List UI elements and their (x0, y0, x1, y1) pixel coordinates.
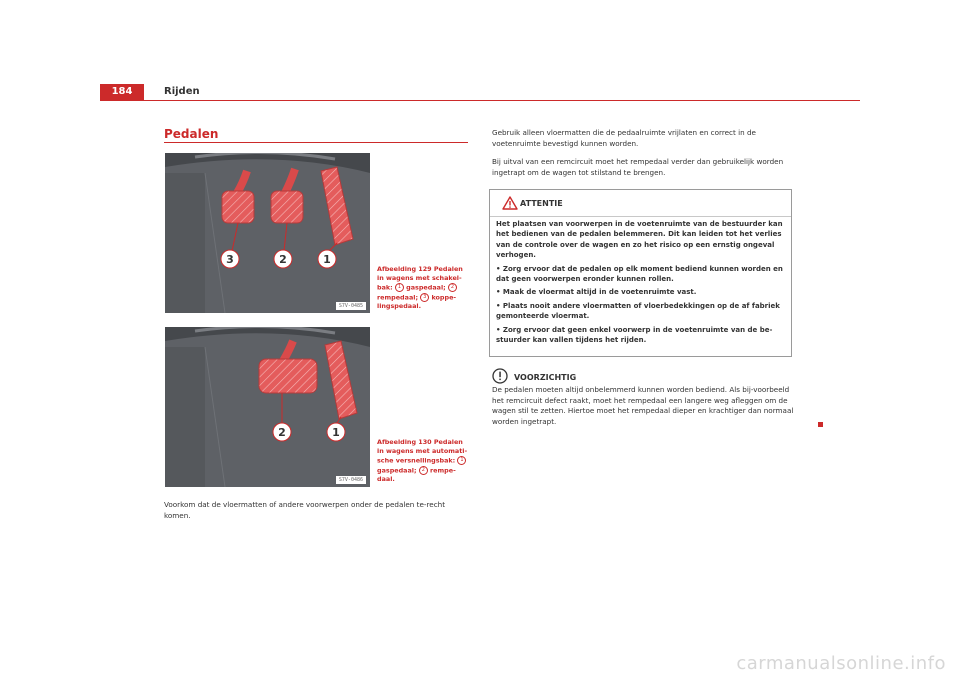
caption-label: Afbeelding 129 (377, 265, 432, 273)
warning-header (490, 190, 791, 217)
caption-item-1: gaspedaal; (406, 283, 446, 292)
callout-1: 1 (323, 253, 331, 266)
figure-manual-pedals (165, 153, 370, 313)
caption-text: Pedalen in wagens met automati-sche versnellingsbak: (377, 438, 468, 465)
caption-item-2: rempe-daal. (377, 466, 456, 483)
body-paragraph-floor-mats: Voorkom dat de vloermatten of andere voorwerpen onder de pedalen te-recht komen. (164, 500, 446, 520)
callout-1: 1 (332, 426, 340, 439)
figure-automatic-pedals (165, 327, 370, 487)
caption-label: Afbeelding 130 (377, 438, 432, 446)
figure-caption-manual (377, 265, 471, 311)
caption-ref-1: 1 (395, 283, 404, 292)
figure-code: S7V-0486 (336, 476, 366, 484)
warning-body (496, 219, 786, 348)
caption-ref-1: 1 (457, 456, 466, 465)
warning-title: ATTENTIE (520, 199, 563, 208)
section-end-marker (818, 422, 823, 427)
warning-bullet: • Maak de vloermat altijd in de voetenruimte vast. (496, 288, 697, 297)
warning-bullet: • Zorg ervoor dat geen enkel voorwerp in de voetenruimte van de be-stuurder kan vallen tijdens het rijden. (496, 325, 773, 345)
header-divider (100, 100, 860, 101)
warning-triangle-icon (502, 196, 518, 210)
section-divider (164, 142, 468, 143)
warning-box (489, 189, 792, 357)
warning-bullet: • Plaats nooit andere vloermatten of vloerbedekkingen op de af fabriek gemonteerde vloermat. (496, 301, 780, 321)
figure-caption-automatic (377, 438, 471, 484)
page-number: 184 (100, 84, 144, 100)
callout-2: 2 (278, 426, 286, 439)
watermark: carmanualsonline.info (736, 653, 946, 674)
caution-text: De pedalen moeten altijd onbelemmerd kunnen worden bediend. Als bij-voorbeeld het remcircuit defect raakt, moet het rempedaal een langere weg afleggen om de wagen stil te zetten. Hiertoe moet het rempedaal dieper en krachtiger dan normaal worden ingetrapt. (492, 385, 794, 426)
pedals-illustration-automatic (165, 327, 370, 487)
chapter-title: Rijden (164, 86, 200, 97)
pedals-illustration-manual (165, 153, 370, 313)
figure-code: S7V-0485 (336, 302, 366, 310)
caption-ref-2: 2 (419, 466, 428, 475)
caption-ref-2: 2 (448, 283, 457, 292)
caption-ref-3: 3 (420, 293, 429, 302)
callout-3: 3 (226, 253, 234, 266)
caption-item-3: koppe-lingspedaal. (377, 293, 457, 310)
caution-exclamation-icon (492, 368, 508, 384)
warning-bullet: • Zorg ervoor dat de pedalen op elk moment bediend kunnen worden en dat geen voorwerpen eronder kunnen rollen. (496, 264, 783, 284)
caution-title: VOORZICHTIG (514, 373, 577, 382)
warning-intro: Het plaatsen van voorwerpen in de voetenruimte van de bestuurder kan het bedienen van de pedalen belemmeren. Dit kan leiden tot het verlies van de controle over de wagen en zo het risico op een ernstig ongeval verhogen. (496, 220, 783, 260)
caption-item-2: rempedaal; (377, 293, 418, 301)
body-paragraph-mats-usage: Gebruik alleen vloermatten die de pedaalruimte vrijlaten en correct in de voetenruimte bevestigd kunnen worden. (492, 128, 756, 148)
section-title: Pedalen (164, 127, 219, 141)
caption-text: Pedalen in wagens met schakel-bak: (377, 265, 463, 292)
callout-2: 2 (279, 253, 287, 266)
body-paragraph-brake-circuit: Bij uitval van een remcircuit moet het rempedaal verder dan gebruikelijk worden ingetrapt om de wagen tot stilstand te brengen. (492, 157, 784, 177)
caption-item-1: gaspedaal; (377, 466, 417, 474)
